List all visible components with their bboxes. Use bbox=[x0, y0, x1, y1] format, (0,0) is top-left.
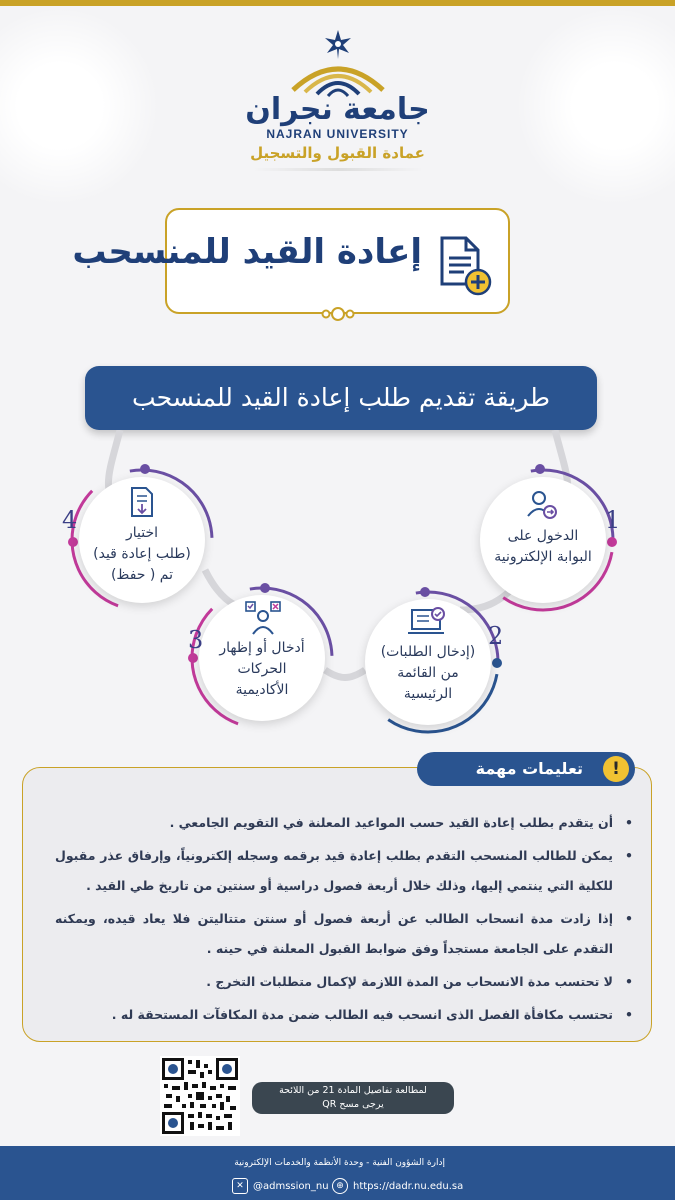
instruction-item: • إذا زادت مدة انسحاب الطالب عن أربعة فصول أو سنتن متتاليتن فلا يعاد قيده، ويمكنه التقدم على الجامعة مستجداً وفق ضوابط القبول المعلنة في حينه . bbox=[55, 904, 635, 964]
x-logo-icon: ✕ bbox=[232, 1178, 248, 1194]
step-4-number: 4 bbox=[62, 506, 78, 534]
footer-website-link[interactable]: ⊕ https://dadr.nu.edu.sa bbox=[332, 1178, 463, 1194]
document-add-icon bbox=[434, 234, 494, 296]
laptop-request-icon bbox=[407, 606, 447, 640]
step-3-number: 3 bbox=[188, 626, 204, 654]
logo-emblem-icon bbox=[283, 28, 393, 98]
globe-icon: ⊕ bbox=[332, 1178, 348, 1194]
document-save-icon bbox=[128, 486, 156, 520]
footer bbox=[0, 1146, 675, 1200]
warning-icon: ! bbox=[603, 756, 629, 782]
step-2-label: (إدخال الطلبات) من القائمة الرئيسية bbox=[380, 644, 476, 702]
step-1-label: الدخول على البوابة الإلكترونية bbox=[494, 528, 592, 565]
instructions-list bbox=[55, 808, 635, 1033]
top-gold-bar bbox=[0, 0, 675, 6]
page-title: إعادة القيد للمنسحب bbox=[72, 232, 422, 272]
footer-admin-unit: إدارة الشؤون الفنية - وحدة الأنظمة والخدمات الإلكترونية bbox=[234, 1158, 445, 1168]
step-4-label: اختيار (طلب إعادة قيد) تم ( حفظ) bbox=[93, 525, 191, 583]
method-title: طريقة تقديم طلب إعادة القيد للمنسحب bbox=[132, 383, 550, 412]
university-logo bbox=[0, 28, 675, 178]
instruction-item: • تحتسب مكافأة الفصل الذى انسحب فيه الطالب ضمن مدة المكافآت المستحقة له . bbox=[55, 1000, 635, 1030]
logo-divider bbox=[253, 168, 423, 171]
title-ornament bbox=[318, 306, 358, 322]
step-2-number: 2 bbox=[488, 622, 504, 650]
university-name-arabic: جامعة نجران bbox=[245, 92, 430, 127]
steps-connector bbox=[0, 430, 675, 760]
steps-flow bbox=[0, 430, 675, 760]
title-box bbox=[72, 208, 510, 314]
instruction-item: • أن يتقدم بطلب إعادة القيد حسب المواعيد المعلنة في التقويم الجامعي . bbox=[55, 808, 635, 838]
qr-code[interactable] bbox=[160, 1056, 240, 1136]
method-banner bbox=[85, 366, 597, 430]
instruction-item: • يمكن للطالب المنسحب التقدم بطلب إعادة قيد برقمه وسجله إلكترونياً، وإرفاق عذر مقبول للكلية التي ينتمي إليها، وذلك خلال أربعة فصول دراسية أو سنتين من تاريخ طي القيد . bbox=[55, 841, 635, 901]
footer-social-link[interactable]: ✕ @admssion_nu bbox=[232, 1178, 329, 1194]
qr-note: لمطالعة تفاصيل المادة 21 من اللائحة يرجى مسح QR bbox=[252, 1082, 454, 1114]
deanship-name: عمادة القبول والتسجيل bbox=[250, 144, 425, 162]
instructions-title: تعليمات مهمة bbox=[475, 759, 583, 778]
user-login-icon bbox=[525, 488, 559, 522]
instruction-item: • لا تحتسب مدة الانسحاب من المدة اللازمة لإكمال متطلبات التخرج . bbox=[55, 967, 635, 997]
step-1-number: 1 bbox=[605, 506, 621, 534]
step-3-label: أدخال أو إظهار الحركات الأكاديمية bbox=[219, 640, 305, 698]
university-name-english: NAJRAN UNIVERSITY bbox=[266, 127, 409, 141]
instructions-tab bbox=[417, 752, 635, 786]
academic-choices-icon bbox=[243, 600, 283, 636]
